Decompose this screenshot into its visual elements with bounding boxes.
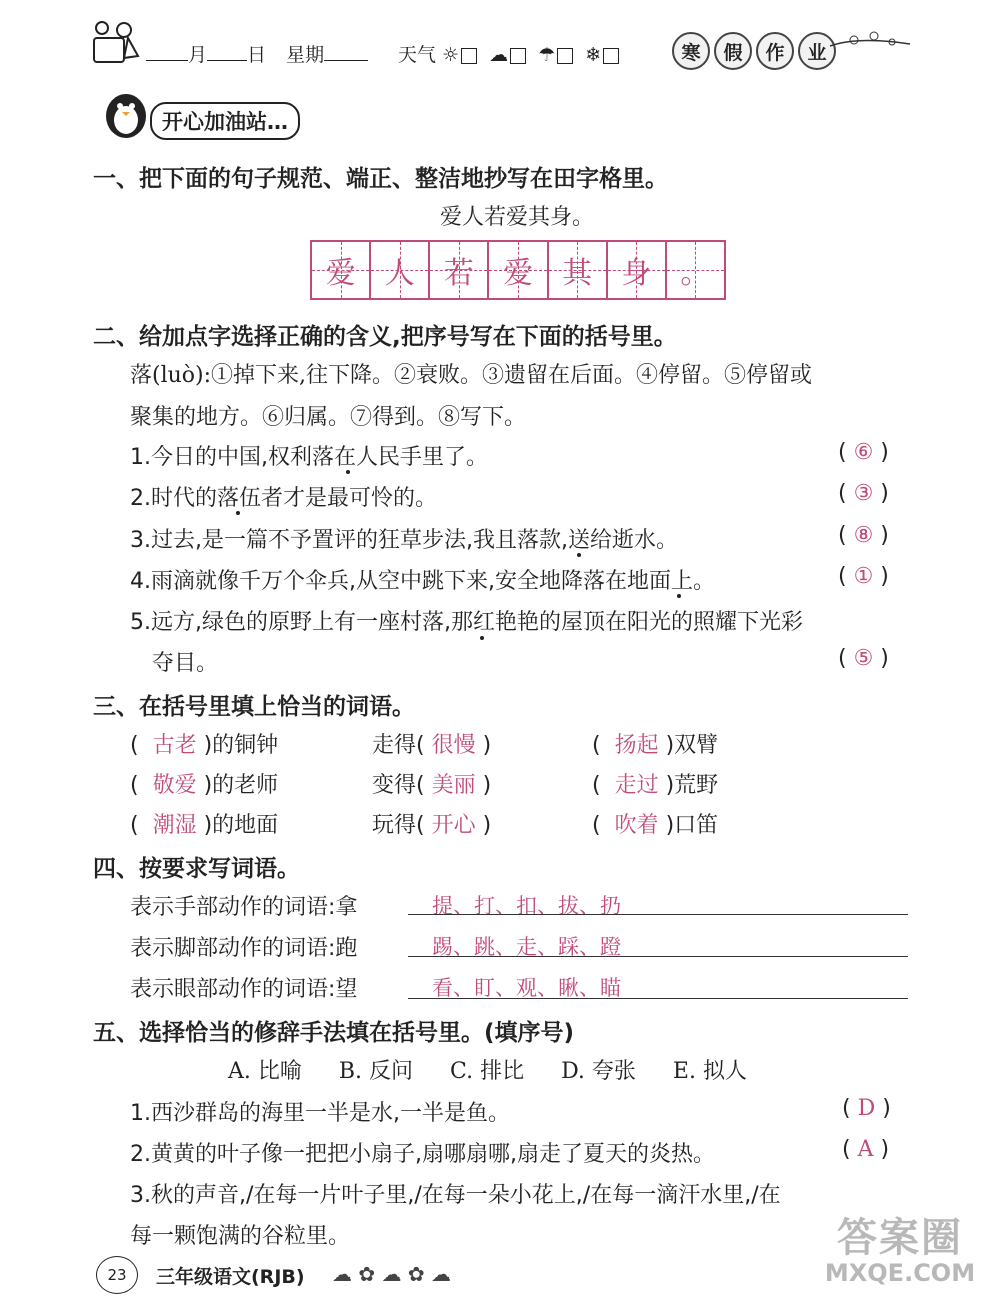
grid-char: 爱: [502, 256, 533, 291]
answer-text: 很慢: [431, 733, 476, 758]
s4-answer-3[interactable]: 看、盯、观、瞅、瞄: [432, 976, 621, 1000]
phrase-suffix: )口笛: [665, 813, 719, 838]
s4-answer-1[interactable]: 提、打、扣、拔、扔: [432, 894, 621, 918]
s3-row-2-col-3[interactable]: ( 走过 )荒野: [592, 773, 719, 798]
answer-text: ⑥: [853, 440, 874, 465]
s5-item-3-cont: 每一颗饱满的谷粒里。: [130, 1224, 351, 1249]
emphasis-dot: [236, 511, 240, 515]
title-char: 作: [756, 32, 794, 70]
month-label: 月: [188, 44, 208, 66]
s2-item-3: 3.过去,是一篇不予置评的狂草步法,我且落款,送给逝水。: [130, 528, 678, 553]
watermark-logo: [820, 1206, 980, 1296]
emphasis-dot: [677, 594, 681, 598]
sun-icon: ☼: [442, 44, 460, 66]
tianzige-grid[interactable]: [310, 240, 726, 300]
s2-answer-5[interactable]: ( ⑤ ): [838, 646, 889, 671]
section-3-heading: 三、在括号里填上恰当的词语。: [93, 694, 415, 720]
rain-icon: ☂: [538, 44, 556, 66]
weather-checkbox-sunny[interactable]: [461, 48, 477, 64]
s3-row-1-col-1[interactable]: ( 古老 )的铜钟: [130, 733, 279, 758]
banner-title: 开心加油站…: [150, 102, 300, 140]
cloud-decoration-icon: ☁ ✿ ☁ ✿ ☁: [332, 1262, 451, 1286]
answer-text: 美丽: [431, 773, 476, 798]
homework-title: [672, 32, 840, 70]
s3-row-1-col-2[interactable]: 走得( 很慢 ): [372, 733, 492, 758]
s3-row-3-col-1[interactable]: ( 潮湿 )的地面: [130, 813, 279, 838]
emphasis-dot: [577, 553, 581, 557]
option-b: B. 反问: [338, 1059, 414, 1084]
answer-line: [408, 998, 908, 999]
title-char: 假: [714, 32, 752, 70]
answer-text: 扬起: [614, 733, 659, 758]
answer-line: [408, 956, 908, 957]
watermark-text: 答案圈: [837, 1215, 963, 1261]
grid-char: 若: [443, 256, 474, 291]
phrase-prefix: 玩得(: [372, 813, 425, 838]
weather-row: [398, 40, 619, 67]
emphasis-dot: [480, 636, 484, 640]
phrase-suffix: )的铜钟: [203, 733, 279, 758]
phrase-prefix: 走得(: [372, 733, 425, 758]
answer-text: 吹着: [614, 813, 659, 838]
s2-item-5: 5.远方,绿色的原野上有一座村落,那红艳艳的屋顶在阳光的照耀下光彩: [130, 610, 803, 635]
s4-label-2: 表示脚部动作的词语:跑: [130, 936, 358, 961]
title-char: 寒: [672, 32, 710, 70]
s2-answer-4[interactable]: ( ① ): [838, 564, 889, 589]
s2-item-1: 1.今日的中国,权利落在人民手里了。: [130, 445, 488, 470]
s5-answer-1[interactable]: ( D ): [842, 1096, 891, 1121]
option-e: E. 拟人: [672, 1059, 747, 1084]
grid-char: 人: [384, 256, 415, 291]
header-icon: [88, 18, 144, 70]
grid-char: 其: [562, 256, 593, 291]
s4-label-1: 表示手部动作的词语:拿: [130, 895, 358, 920]
copy-sentence: 爱人若爱其身。: [440, 205, 595, 230]
s5-answer-2[interactable]: ( A ): [842, 1137, 890, 1162]
page-number: 23: [107, 1266, 127, 1284]
phrase-suffix: )荒野: [665, 773, 719, 798]
weather-checkbox-snow[interactable]: [603, 48, 619, 64]
page-number-badge: [96, 1256, 138, 1294]
option-a: A. 比喻: [228, 1059, 302, 1084]
date-line: [146, 40, 368, 67]
section-4-heading: 四、按要求写词语。: [93, 856, 300, 882]
definition-line-2: 聚集的地方。⑥归属。⑦得到。⑧写下。: [130, 405, 527, 430]
weather-label: 天气: [398, 44, 437, 66]
cloud-icon: ☁: [489, 44, 509, 66]
definition-line-1: 落(luò):①掉下来,往下降。②衰败。③遗留在后面。④停留。⑤停留或: [130, 363, 813, 388]
answer-line: [408, 914, 908, 915]
answer-text: ③: [853, 481, 874, 506]
answer-text: 敬爱: [152, 773, 197, 798]
section-1-heading: 一、把下面的句子规范、端正、整洁地抄写在田字格里。: [93, 166, 668, 192]
option-c: C. 排比: [450, 1059, 525, 1084]
penguin-icon: [98, 84, 154, 146]
answer-text: 潮湿: [152, 813, 197, 838]
grid-char: 身: [621, 256, 652, 291]
s3-row-3-col-2[interactable]: 玩得( 开心 ): [372, 813, 492, 838]
section-5-heading: 五、选择恰当的修辞手法填在括号里。(填序号): [93, 1020, 575, 1046]
s3-row-3-col-3[interactable]: ( 吹着 )口笛: [592, 813, 719, 838]
s3-row-1-col-3[interactable]: ( 扬起 )双臂: [592, 733, 719, 758]
s3-row-2-col-2[interactable]: 变得( 美丽 ): [372, 773, 492, 798]
phrase-prefix: 变得(: [372, 773, 425, 798]
s5-item-1: 1.西沙群岛的海里一半是水,一半是鱼。: [130, 1101, 510, 1126]
s4-answer-2[interactable]: 踢、跳、走、踩、蹬: [432, 935, 621, 959]
emphasis-dot: [346, 470, 350, 474]
subject-label: 三年级语文(RJB): [156, 1266, 305, 1288]
s2-item-4: 4.雨滴就像千万个伞兵,从空中跳下来,安全地降落在地面上。: [130, 569, 715, 594]
s2-answer-3[interactable]: ( ⑧ ): [838, 523, 889, 548]
answer-text: 古老: [152, 733, 197, 758]
grid-char: 。: [680, 256, 711, 291]
rhetoric-options: [228, 1054, 747, 1085]
weather-checkbox-rain[interactable]: [557, 48, 573, 64]
phrase-suffix: )的老师: [203, 773, 279, 798]
answer-text: ⑧: [853, 523, 874, 548]
watermark-url: MXQE.COM: [824, 1259, 976, 1287]
answer-text: 开心: [431, 813, 476, 838]
option-d: D. 夸张: [561, 1059, 636, 1084]
s2-item-2: 2.时代的落伍者才是最可怜的。: [130, 486, 437, 511]
answer-text: A: [857, 1137, 874, 1162]
answer-text: D: [857, 1096, 876, 1121]
s4-label-3: 表示眼部动作的词语:望: [130, 977, 358, 1002]
phrase-suffix: )双臂: [665, 733, 719, 758]
s5-item-2: 2.黄黄的叶子像一把把小扇子,扇哪扇哪,扇走了夏天的炎热。: [130, 1142, 715, 1167]
section-2-heading: 二、给加点字选择正确的含义,把序号写在下面的括号里。: [93, 324, 677, 350]
branch-icon: [828, 26, 912, 66]
answer-text: 走过: [614, 773, 659, 798]
s2-answer-2[interactable]: ( ③ ): [838, 481, 889, 506]
title-char: 业: [798, 32, 836, 70]
s2-answer-1[interactable]: ( ⑥ ): [838, 440, 889, 465]
s5-item-3: 3.秋的声音,/在每一片叶子里,/在每一朵小花上,/在每一滴汗水里,/在: [130, 1183, 781, 1208]
weather-checkbox-cloudy[interactable]: [510, 48, 526, 64]
grid-char: 爱: [325, 256, 356, 291]
answer-text: ⑤: [853, 646, 874, 671]
week-label: 星期: [286, 44, 325, 66]
s3-row-2-col-1[interactable]: ( 敬爱 )的老师: [130, 773, 279, 798]
phrase-suffix: )的地面: [203, 813, 279, 838]
s2-item-5-cont: 夺目。: [152, 651, 219, 676]
snow-icon: ❄: [585, 44, 602, 66]
day-label: 日: [247, 44, 267, 66]
answer-text: ①: [853, 564, 874, 589]
